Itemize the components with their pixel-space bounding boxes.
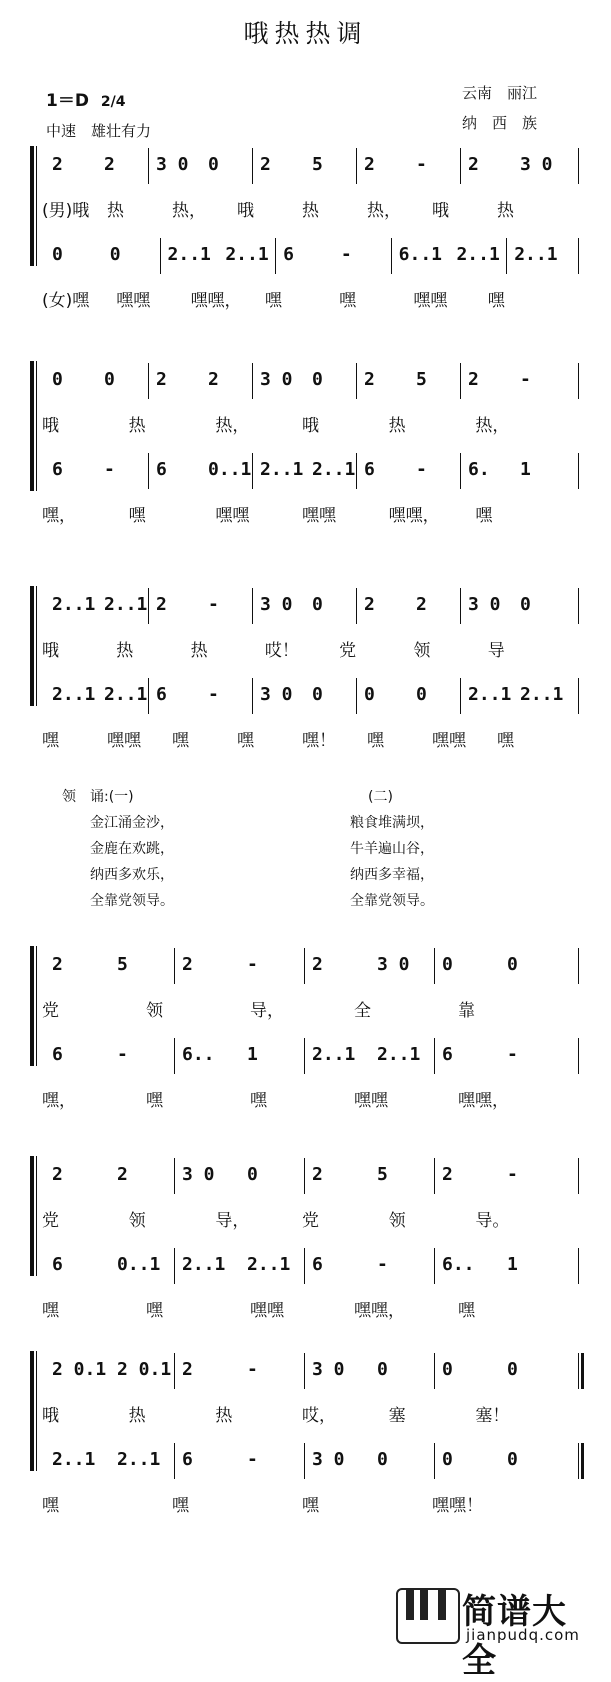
note: 6 bbox=[52, 459, 63, 480]
lyric-word: 哦 bbox=[42, 416, 59, 436]
lyric-word: 领 bbox=[413, 641, 431, 661]
lyric-word: 嘿嘿 bbox=[116, 291, 151, 311]
lyric-word: 热， bbox=[172, 201, 206, 221]
lyric-word: 领 bbox=[146, 1001, 163, 1021]
lyric-word: 嘿 bbox=[42, 731, 59, 751]
lyric-word: 热， bbox=[475, 416, 510, 436]
note: 6 bbox=[182, 1449, 193, 1470]
note: 3 0 bbox=[260, 684, 293, 705]
note: 2 bbox=[364, 369, 375, 390]
lyric-word: 导， bbox=[215, 1211, 250, 1231]
system-bracket bbox=[30, 586, 34, 706]
note: - bbox=[416, 154, 427, 175]
note: 0 bbox=[312, 684, 323, 705]
male-staff bbox=[42, 594, 586, 624]
note: 0 bbox=[247, 1164, 258, 1185]
note: 1 bbox=[247, 1044, 258, 1065]
note: 6 bbox=[156, 459, 167, 480]
lyric-word: 导。 bbox=[475, 1211, 510, 1231]
bar-line bbox=[304, 1443, 305, 1479]
lyric-word: 热 bbox=[302, 201, 319, 221]
note: 6..1 bbox=[398, 244, 443, 265]
system-bracket bbox=[30, 146, 34, 266]
song-title: 哦热热调 bbox=[243, 19, 368, 48]
lyric-word: 嘿 bbox=[146, 1301, 163, 1321]
verse-2-line: 全靠党领导。 bbox=[350, 893, 434, 909]
lyric-word: 嘿 bbox=[302, 1496, 319, 1516]
verse-2-line: 牛羊遍山谷， bbox=[350, 841, 434, 857]
lyric-word: 党 bbox=[302, 1211, 319, 1231]
system-brace-line bbox=[36, 1351, 37, 1471]
lyric-word: 导， bbox=[250, 1001, 284, 1021]
note: - bbox=[104, 459, 115, 480]
note: 0 bbox=[442, 954, 453, 975]
note: 6.. bbox=[182, 1044, 215, 1065]
bar-line bbox=[460, 363, 461, 399]
note: 0 bbox=[104, 369, 115, 390]
lyric-word: 嘿嘿 bbox=[107, 731, 141, 751]
bar-line bbox=[391, 238, 392, 274]
note: 2 bbox=[442, 1164, 453, 1185]
bar-line bbox=[252, 453, 253, 489]
note: 0 bbox=[109, 244, 121, 265]
end-bar-line bbox=[578, 453, 579, 489]
note: 2..1 bbox=[247, 1254, 291, 1275]
lyric-word: 热 bbox=[497, 201, 514, 221]
note: 2..1 bbox=[52, 594, 96, 615]
note: 0 bbox=[416, 684, 427, 705]
bar-line bbox=[252, 678, 253, 714]
note: - bbox=[507, 1044, 518, 1065]
bar-line bbox=[252, 148, 253, 184]
note: 2..1 bbox=[260, 459, 304, 480]
recitation-verse-1 bbox=[90, 810, 174, 914]
note: - bbox=[377, 1254, 388, 1275]
recitation-label-2: (二) bbox=[368, 789, 393, 805]
bar-line bbox=[460, 453, 461, 489]
watermark-url: jianpudq.com bbox=[466, 1626, 580, 1644]
note: - bbox=[117, 1044, 128, 1065]
bar-line bbox=[434, 1158, 435, 1194]
female-staff bbox=[42, 459, 586, 489]
lyric-word: 嘿 bbox=[264, 291, 282, 311]
bar-line bbox=[252, 363, 253, 399]
bar-line bbox=[252, 588, 253, 624]
lyric-word: 党 bbox=[339, 641, 357, 661]
bar-line bbox=[460, 678, 461, 714]
recitation-verse-2 bbox=[350, 810, 434, 914]
bar-line bbox=[174, 1443, 175, 1479]
lyric-word: 热， bbox=[215, 416, 250, 436]
note: 2..1 bbox=[312, 1044, 356, 1065]
system-bracket bbox=[30, 1351, 34, 1471]
note: 0 bbox=[507, 954, 518, 975]
note: 1 bbox=[520, 459, 531, 480]
note: 0 bbox=[377, 1449, 388, 1470]
bar-line bbox=[434, 1353, 435, 1389]
male-staff bbox=[42, 369, 586, 399]
note: 3 0 bbox=[260, 369, 293, 390]
lyric-word: 嘿 bbox=[458, 1301, 475, 1321]
note: 2..1 bbox=[514, 244, 558, 265]
note: 2 bbox=[312, 1164, 323, 1185]
bar-line bbox=[460, 148, 461, 184]
note: 6 bbox=[52, 1254, 63, 1275]
end-bar-line bbox=[578, 238, 579, 274]
score-system bbox=[30, 940, 586, 1110]
end-bar-line bbox=[578, 1158, 579, 1194]
lyric-word: 热 bbox=[128, 416, 146, 436]
note: 2 bbox=[52, 154, 63, 175]
note: 6. bbox=[468, 459, 490, 480]
system-brace-line bbox=[36, 586, 37, 706]
note: 2 bbox=[104, 154, 115, 175]
bar-line bbox=[434, 1038, 435, 1074]
note: - bbox=[507, 1164, 518, 1185]
note: 2..1 bbox=[225, 244, 269, 265]
note: 2 0.1 bbox=[52, 1359, 107, 1380]
note: 0 bbox=[507, 1359, 518, 1380]
lyric-word: 嘿嘿！ bbox=[432, 1496, 483, 1516]
verse-2-line: 粮食堆满坝， bbox=[350, 815, 434, 831]
bar-line bbox=[506, 238, 507, 274]
note: - bbox=[247, 954, 258, 975]
note: 0 bbox=[52, 369, 63, 390]
bar-line bbox=[434, 1443, 435, 1479]
note: 5 bbox=[312, 154, 323, 175]
lyric-word: 嘿 bbox=[42, 1496, 59, 1516]
bar-line bbox=[356, 363, 357, 399]
note: 0 bbox=[377, 1359, 388, 1380]
end-bar-line bbox=[578, 1443, 584, 1479]
bar-line bbox=[304, 1248, 305, 1284]
origin-line-2: 纳 西 族 bbox=[462, 114, 538, 132]
lyric-word: 党 bbox=[42, 1211, 59, 1231]
note: 2..1 bbox=[456, 244, 500, 265]
bar-line bbox=[356, 678, 357, 714]
note: 2 bbox=[52, 1164, 63, 1185]
system-brace-line bbox=[36, 946, 37, 1066]
note: 2 bbox=[208, 369, 219, 390]
bar-line bbox=[174, 1248, 175, 1284]
lyric-word: 嘿 bbox=[237, 731, 254, 751]
lyric-word: 嘿 bbox=[475, 506, 493, 526]
note: 2..1 bbox=[117, 1449, 161, 1470]
lyric-word: 嘿 bbox=[172, 731, 189, 751]
lyric-word: 哎！ bbox=[264, 641, 299, 661]
piano-keys-icon bbox=[396, 1588, 460, 1644]
lyric-word: 哦 bbox=[42, 1406, 59, 1426]
note: 3 0 bbox=[182, 1164, 215, 1185]
lyric-word: 嘿嘿 bbox=[432, 731, 466, 751]
note: 0 bbox=[208, 154, 219, 175]
key-label: 1＝D bbox=[46, 91, 89, 111]
note: 6 bbox=[312, 1254, 323, 1275]
score-system bbox=[30, 1150, 586, 1320]
lyric-word: 哦 bbox=[302, 416, 319, 436]
lyric-word: (男)哦 bbox=[42, 201, 90, 221]
bar-line bbox=[434, 1248, 435, 1284]
lyric-word: 热 bbox=[116, 641, 134, 661]
note: 6 bbox=[283, 244, 294, 265]
lyric-word: 靠 bbox=[458, 1001, 475, 1021]
verse-1-line: 金鹿在欢跳， bbox=[90, 841, 174, 857]
lyric-word: 嘿 bbox=[128, 506, 146, 526]
score-system bbox=[30, 140, 586, 310]
system-brace-line bbox=[36, 146, 37, 266]
lyric-word: 哦 bbox=[237, 201, 254, 221]
end-bar-line bbox=[578, 678, 579, 714]
note: 2 bbox=[364, 594, 375, 615]
recitation-label: 领 诵:(一) bbox=[62, 789, 134, 805]
male-staff bbox=[42, 1164, 586, 1194]
bar-line bbox=[148, 363, 149, 399]
note: 2..1 bbox=[104, 594, 148, 615]
bar-line bbox=[174, 1038, 175, 1074]
note: - bbox=[208, 594, 219, 615]
bar-line bbox=[434, 948, 435, 984]
lyric-word: 嘿 bbox=[367, 731, 384, 751]
female-staff bbox=[42, 1254, 586, 1284]
tempo-marking: 中速 雄壮有力 bbox=[46, 122, 152, 140]
note: 5 bbox=[377, 1164, 388, 1185]
note: 2..1 bbox=[52, 684, 96, 705]
note: 0 bbox=[52, 244, 63, 265]
note: - bbox=[416, 459, 427, 480]
note: 6 bbox=[364, 459, 375, 480]
note: 2 bbox=[260, 154, 271, 175]
verse-1-line: 全靠党领导。 bbox=[90, 893, 174, 909]
system-bracket bbox=[30, 361, 34, 491]
note: 6 bbox=[442, 1044, 453, 1065]
verse-2-line: 纳西多幸福， bbox=[350, 867, 434, 883]
lyric-word: 嘿嘿 bbox=[354, 1091, 388, 1111]
note: 2 bbox=[182, 1359, 193, 1380]
lyric-word: 热 bbox=[190, 641, 208, 661]
lyric-word: 嘿 bbox=[172, 1496, 189, 1516]
system-brace-line bbox=[36, 361, 37, 491]
note: - bbox=[520, 369, 531, 390]
note: 0..1 bbox=[208, 459, 252, 480]
note: 3 0 bbox=[377, 954, 410, 975]
lyric-word: 领 bbox=[388, 1211, 406, 1231]
note: 2..1 bbox=[104, 684, 148, 705]
lyric-word: 热 bbox=[388, 416, 406, 436]
note: 0 bbox=[507, 1449, 518, 1470]
bar-line bbox=[304, 1353, 305, 1389]
male-staff bbox=[42, 1359, 586, 1389]
bar-line bbox=[148, 453, 149, 489]
note: 2 bbox=[416, 594, 427, 615]
system-bracket bbox=[30, 946, 34, 1066]
end-bar-line bbox=[578, 1353, 584, 1389]
lyric-word: 嘿嘿 bbox=[302, 506, 336, 526]
note: 2 bbox=[364, 154, 375, 175]
origin-line-1: 云南 丽江 bbox=[462, 84, 538, 102]
score-system bbox=[30, 1345, 586, 1515]
bar-line bbox=[304, 1158, 305, 1194]
bar-line bbox=[174, 948, 175, 984]
lyric-word: (女)嘿 bbox=[42, 291, 90, 311]
end-bar-line bbox=[578, 148, 579, 184]
note: - bbox=[247, 1449, 258, 1470]
end-bar-line bbox=[578, 948, 579, 984]
bar-line bbox=[356, 588, 357, 624]
note: 5 bbox=[117, 954, 128, 975]
lyric-word: 热 bbox=[215, 1406, 233, 1426]
system-bracket bbox=[30, 1156, 34, 1276]
bar-line bbox=[148, 678, 149, 714]
note: 2..1 bbox=[377, 1044, 421, 1065]
end-bar-line bbox=[578, 363, 579, 399]
verse-1-line: 纳西多欢乐， bbox=[90, 867, 174, 883]
lyric-word: 嘿 bbox=[339, 291, 357, 311]
bar-line bbox=[460, 588, 461, 624]
origin-block bbox=[462, 78, 537, 138]
key-signature bbox=[46, 86, 125, 111]
note: 2 bbox=[156, 594, 167, 615]
lyric-word: 热 bbox=[107, 201, 124, 221]
note: 2..1 bbox=[52, 1449, 96, 1470]
lyric-word: 嘿嘿， bbox=[354, 1301, 405, 1321]
note: - bbox=[208, 684, 219, 705]
note: 1 bbox=[507, 1254, 518, 1275]
score-system bbox=[30, 355, 586, 535]
male-staff bbox=[42, 954, 586, 984]
note: 2 bbox=[182, 954, 193, 975]
note: 3 0 bbox=[156, 154, 189, 175]
note: 2..1 bbox=[520, 684, 564, 705]
note: 2 bbox=[52, 954, 63, 975]
bar-line bbox=[304, 1038, 305, 1074]
system-brace-line bbox=[36, 1156, 37, 1276]
note: 0..1 bbox=[117, 1254, 161, 1275]
bar-line bbox=[148, 148, 149, 184]
male-staff bbox=[42, 154, 586, 184]
watermark-logo bbox=[396, 1580, 596, 1681]
female-staff bbox=[42, 1044, 586, 1074]
note: 0 bbox=[442, 1449, 453, 1470]
verse-1-line: 金江涌金沙， bbox=[90, 815, 174, 831]
note: 0 bbox=[442, 1359, 453, 1380]
lyric-word: 嘿 bbox=[250, 1091, 267, 1111]
lyric-word: 嘿嘿， bbox=[388, 506, 440, 526]
note: 2 bbox=[468, 154, 479, 175]
lyric-word: 嘿嘿 bbox=[215, 506, 250, 526]
lyric-word: 嘿嘿， bbox=[190, 291, 242, 311]
lyric-word: 嘿， bbox=[42, 1091, 76, 1111]
end-bar-line bbox=[578, 1248, 579, 1284]
note: 3 0 bbox=[312, 1359, 345, 1380]
note: 2..1 bbox=[312, 459, 356, 480]
lyric-word: 哎， bbox=[302, 1406, 336, 1426]
lyric-word: 嘿嘿 bbox=[413, 291, 448, 311]
lyric-word: 热 bbox=[128, 1406, 146, 1426]
note: 0 bbox=[520, 594, 531, 615]
lyric-word: 全 bbox=[354, 1001, 371, 1021]
end-bar-line bbox=[578, 1038, 579, 1074]
bar-line bbox=[304, 948, 305, 984]
lyric-word: 嘿 bbox=[42, 1301, 59, 1321]
note: 3 0 bbox=[312, 1449, 345, 1470]
bar-line bbox=[356, 148, 357, 184]
lyric-word: 领 bbox=[128, 1211, 146, 1231]
note: 0 bbox=[364, 684, 375, 705]
note: 3 0 bbox=[468, 594, 501, 615]
note: 6 bbox=[156, 684, 167, 705]
lyric-word: 哦 bbox=[432, 201, 449, 221]
note: 2 bbox=[468, 369, 479, 390]
note: 2..1 bbox=[468, 684, 512, 705]
note: - bbox=[340, 244, 352, 265]
note: 6 bbox=[52, 1044, 63, 1065]
lyric-word: 嘿， bbox=[42, 506, 76, 526]
female-staff bbox=[42, 684, 586, 714]
lyric-word: 哦 bbox=[42, 641, 59, 661]
female-staff bbox=[42, 1449, 586, 1479]
lyric-word: 热， bbox=[367, 201, 401, 221]
lyric-word: 党 bbox=[42, 1001, 59, 1021]
lyric-word: 嘿 bbox=[497, 731, 514, 751]
score-system bbox=[30, 580, 586, 750]
note: 5 bbox=[416, 369, 427, 390]
bar-line bbox=[275, 238, 276, 274]
note: 0 bbox=[312, 594, 323, 615]
note: 3 0 bbox=[520, 154, 553, 175]
note: 2 bbox=[312, 954, 323, 975]
note: 2 bbox=[117, 1164, 128, 1185]
note: 3 0 bbox=[260, 594, 293, 615]
lyric-word: 嘿 bbox=[487, 291, 505, 311]
end-bar-line bbox=[578, 588, 579, 624]
note: 6.. bbox=[442, 1254, 475, 1275]
lyric-word: 嘿 bbox=[146, 1091, 163, 1111]
lyric-word: 嘿嘿 bbox=[250, 1301, 284, 1321]
note: 0 bbox=[312, 369, 323, 390]
lyric-word: 嘿嘿， bbox=[458, 1091, 509, 1111]
note: 2..1 bbox=[167, 244, 211, 265]
lyric-word: 塞 bbox=[388, 1406, 406, 1426]
bar-line bbox=[174, 1158, 175, 1194]
lyric-word: 塞！ bbox=[475, 1406, 510, 1426]
bar-line bbox=[148, 588, 149, 624]
time-signature: 2/4 bbox=[100, 94, 126, 110]
female-staff bbox=[42, 244, 586, 274]
note: 2 0.1 bbox=[117, 1359, 172, 1380]
note: 2..1 bbox=[182, 1254, 226, 1275]
bar-line bbox=[174, 1353, 175, 1389]
lyric-word: 导 bbox=[487, 641, 505, 661]
bar-line bbox=[160, 238, 161, 274]
watermark-brand: 简谱大全 bbox=[462, 1592, 567, 1681]
note: - bbox=[247, 1359, 258, 1380]
note: 2 bbox=[156, 369, 167, 390]
bar-line bbox=[356, 453, 357, 489]
lyric-word: 嘿！ bbox=[302, 731, 336, 751]
